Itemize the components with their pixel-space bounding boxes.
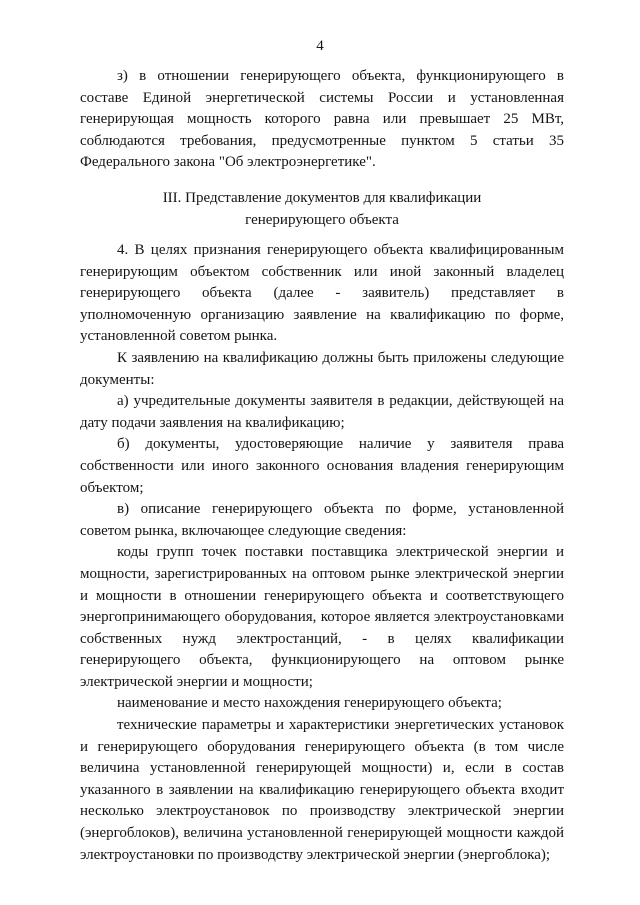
section-heading-line-2: генерирующего объекта [245,211,399,228]
section-heading [80,188,564,231]
paragraph-item-a: а) учредительные документы заявителя в редакции, действующей на дату подачи заявления на квалификацию; [80,393,564,431]
paragraph-item-b: б) документы, удостоверяющие наличие у заявителя права собственности или иного законного основания владения генерирующим объектом; [80,436,564,496]
paragraph-4: 4. В целях признания генерирующего объекта квалифицированным генерирующим объектом собственник или иной законный владелец генерирующего объекта (далее - заявитель) представляет в уполномоченную организацию заявление на квалификацию по форме, установленной советом рынка. [80,242,564,345]
paragraph-codes: коды групп точек поставки поставщика электрической энергии и мощности, зарегистрированных на оптовом рынке электрической энергии и мощности в отношении генерирующего объекта и соответствующего энергопринимающего оборудования, которое является электроустановками собственных нужд электростанций, - в целях квалификации генерирующего объекта, функционирующего на оптовом рынке электрической энергии и мощности; [80,544,564,690]
paragraph-name-location: наименование и место нахождения генерирующего объекта; [117,695,502,712]
section-heading-line-1: III. Представление документов для квалификации [162,190,482,206]
paragraph-z: з) в отношении генерирующего объекта, функционирующего в составе Единой энергетической системы России и установленная генерирующая мощность которого равна или превышает 25 МВт, соблюдаются требования, предусмотренные пунктом 5 статьи 35 Федерального закона "Об электроэнергетике". [80,68,564,171]
paragraph-tech-params: технические параметры и характеристики энергетических установок и генерирующего оборудования генерирующего объекта (в том числе величина установленной генерирующей мощности) и, если в состав указанного в заявлении на квалификацию генерирующего объекта входит несколько электроустановок по производству электрической энергии (энергоблоков), величина установленной генерирующей мощности каждой электроустановки по производству электрической энергии (энергоблока); [80,717,564,863]
section-z-block [80,66,564,174]
page-number: 4 [316,38,324,54]
section-body [80,240,564,866]
paragraph-item-v: в) описание генерирующего объекта по форме, установленной советом рынка, включающее следующие сведения: [80,501,564,539]
paragraph-attachments-intro: К заявлению на квалификацию должны быть приложены следующие документы: [80,349,564,388]
